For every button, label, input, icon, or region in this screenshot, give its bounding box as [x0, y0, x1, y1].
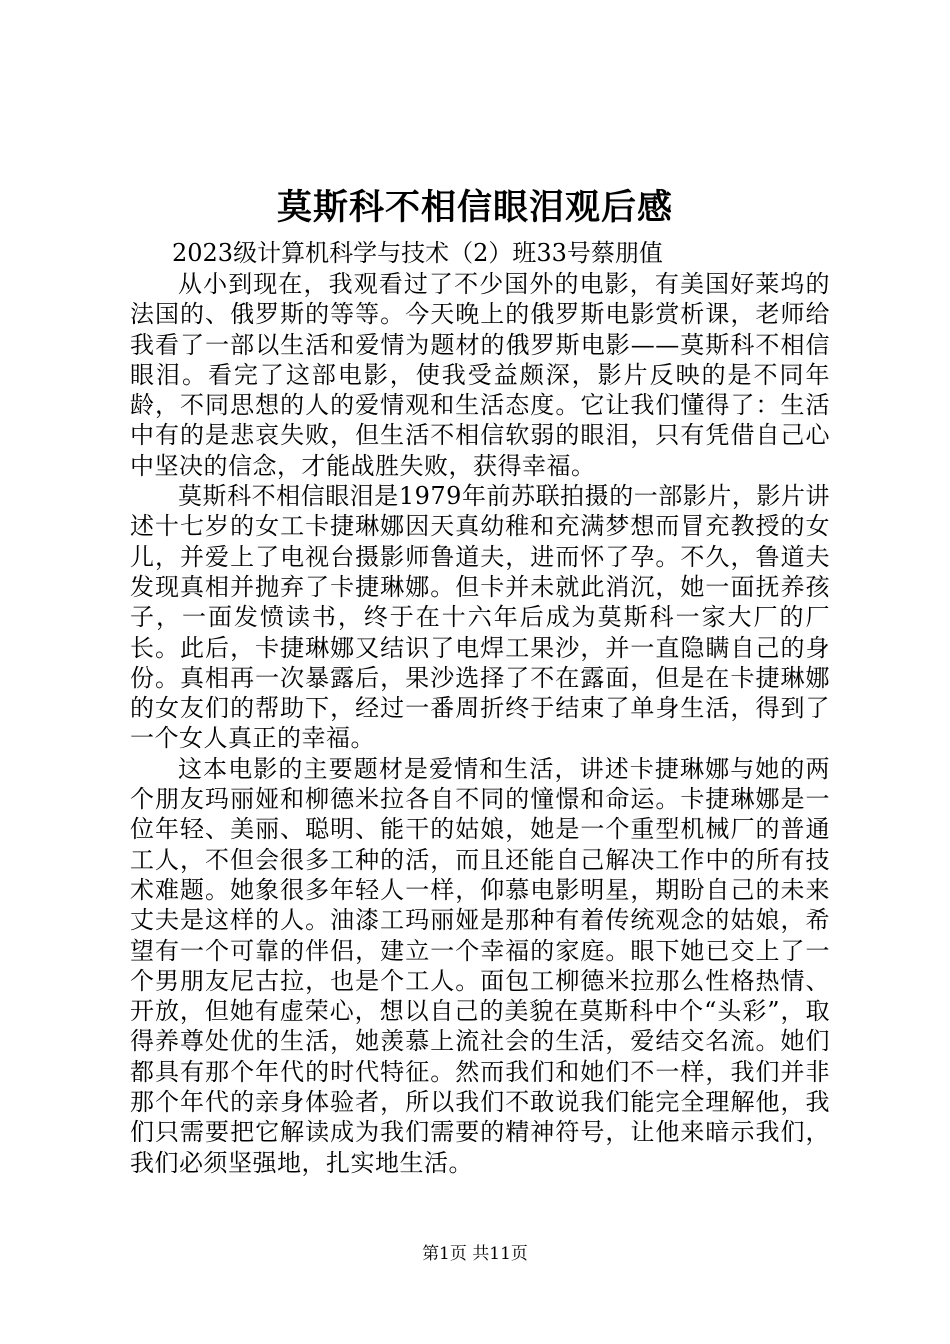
paragraph: 这本电影的主要题材是爱情和生活，讲述卡捷琳娜与她的两个朋友玛丽娅和柳德米拉各自不同的憧憬和命运。卡捷琳娜是一位年轻、美丽、聪明、能干的姑娘，她是一个重型机械厂的普通工人，不但会很多工种的活，而且还能自己解决工作中的所有技术难题。她象很多年轻人一样，仰慕电影明星，期盼自己的未来丈夫是这样的人。油漆工玛丽娅是那种有着传统观念的姑娘，希望有一个可靠的伴侣，建立一个幸福的家庭。眼下她已交上了一个男朋友尼古拉，也是个工人。面包工柳德米拉那么性格热情、开放，但她有虚荣心，想以自己的美貌在莫斯科中个“头彩”，取得养尊处优的生活，她羡慕上流社会的生活，爱结交名流。她们都具有那个年代的时代特征。然而我们和她们不一样，我们并非那个年代的亲身体验者，所以我们不敢说我们能完全理解他，我们只需要把它解读成为我们需要的精神符号，让他来暗示我们，我们必须坚强地，扎实地生活。 [130, 754, 830, 1177]
page-footer: 第1页 共11页 [422, 1244, 528, 1264]
document-body [130, 269, 830, 1178]
author-line: 2023级计算机科学与技术（2）班33号蔡朋值 [172, 239, 663, 267]
paragraph: 莫斯科不相信眼泪是1979年前苏联拍摄的一部影片，影片讲述十七岁的女工卡捷琳娜因天真幼稚和充满梦想而冒充教授的女儿，并爱上了电视台摄影师鲁道夫，进而怀了孕。不久，鲁道夫发现真相并抛弃了卡捷琳娜。但卡并未就此消沉，她一面抚养孩子，一面发愤读书，终于在十六年后成为莫斯科一家大厂的厂长。此后，卡捷琳娜又结识了电焊工果沙，并一直隐瞒自己的身份。真相再一次暴露后，果沙选择了不在露面，但是在卡捷琳娜的女友们的帮助下，经过一番周折终于结束了单身生活，得到了一个女人真正的幸福。 [130, 482, 830, 753]
paragraph: 从小到现在，我观看过了不少国外的电影，有美国好莱坞的法国的、俄罗斯的等等。今天晚上的俄罗斯电影赏析课，老师给我看了一部以生活和爱情为题材的俄罗斯电影——莫斯科不相信眼泪。看完了这部电影，使我受益颇深，影片反映的是不同年龄，不同思想的人的爱情观和生活态度。它让我们懂得了：生活中有的是悲哀失败，但生活不相信软弱的眼泪，只有凭借自己心中坚决的信念，才能战胜失败，获得幸福。 [130, 270, 830, 480]
document-title: 莫斯科不相信眼泪观后感 [276, 187, 673, 228]
